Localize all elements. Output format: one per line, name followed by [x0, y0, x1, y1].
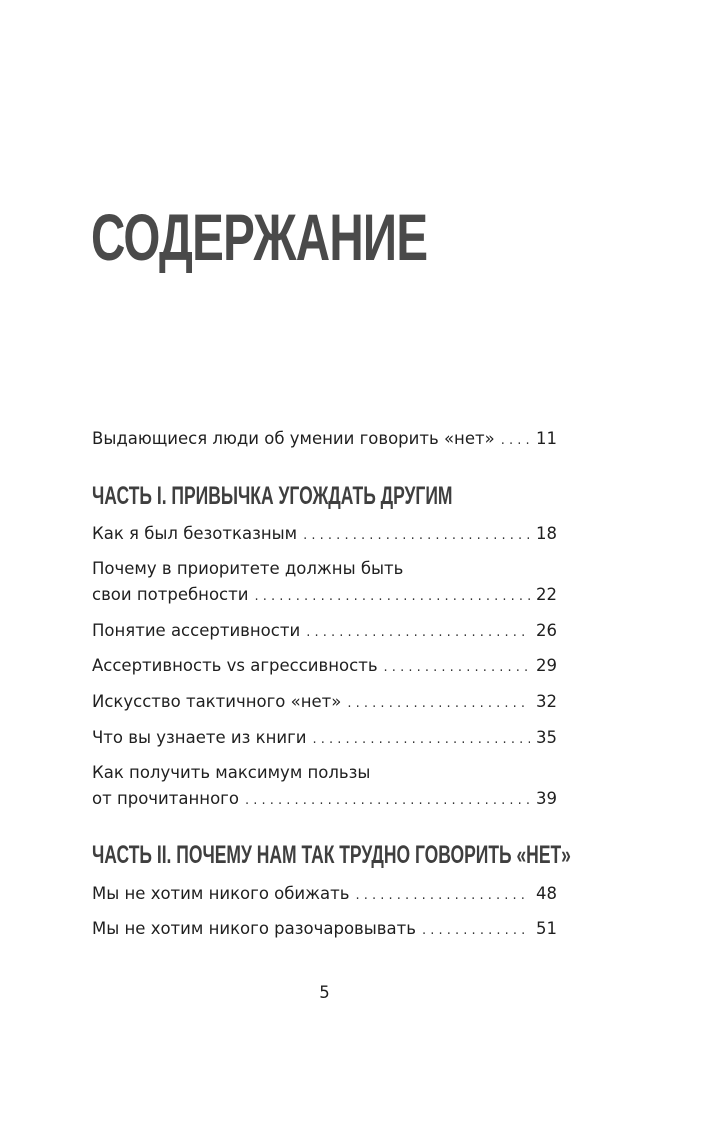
part1-heading: ЧАСТЬ I. ПРИВЫЧКА УГОЖДАТЬ ДРУГИМ: [92, 482, 453, 510]
toc-entry-line: [92, 582, 557, 610]
dot-leader: [501, 428, 530, 454]
toc-entry-line: [92, 426, 557, 454]
toc-entry-title: от прочитанного: [92, 789, 239, 808]
toc-entry-page: 22: [536, 585, 557, 604]
toc-entry-line: [92, 725, 557, 753]
toc-entry-page: 18: [536, 524, 557, 543]
toc-entry[interactable]: [92, 556, 557, 610]
toc-entry-intro[interactable]: [92, 426, 557, 454]
toc-entry[interactable]: [92, 653, 557, 681]
toc-entry-line: [92, 881, 557, 909]
toc-entry-page: 39: [536, 789, 557, 808]
toc-entry[interactable]: [92, 618, 557, 646]
toc-entry-page: 51: [536, 919, 557, 938]
toc-entry-line: [92, 556, 557, 582]
toc-entry-title-line1: Почему в приоритете должны быть: [92, 559, 404, 578]
toc-entry[interactable]: [92, 916, 557, 944]
toc-entry[interactable]: [92, 760, 557, 814]
toc-entry-title: Что вы узнаете из книги: [92, 728, 307, 747]
toc-entry-page: 48: [536, 884, 557, 903]
toc-entry-page: 29: [536, 656, 557, 675]
toc-entry-line: [92, 786, 557, 814]
toc-entry-page: 26: [536, 621, 557, 640]
dot-leader: [245, 788, 530, 814]
dot-leader: [312, 727, 530, 753]
toc-entry-line: [92, 689, 557, 717]
dot-leader: [355, 883, 530, 909]
toc-entry-page: 32: [536, 692, 557, 711]
part2-heading: ЧАСТЬ II. ПОЧЕМУ НАМ ТАК ТРУДНО ГОВОРИТЬ «НЕТ»: [92, 841, 571, 869]
toc-entry-title: свои потребности: [92, 585, 249, 604]
dot-leader: [303, 523, 530, 549]
dot-leader: [306, 620, 530, 646]
toc-entry-title: Как я был безотказным: [92, 524, 298, 543]
toc-entry-title: Выдающиеся люди об умении говорить «нет»: [92, 429, 495, 448]
toc-entry-line: [92, 916, 557, 944]
dot-leader: [254, 584, 530, 610]
toc-entry[interactable]: [92, 881, 557, 909]
dot-leader: [347, 691, 530, 717]
toc-entry-line: [92, 653, 557, 681]
toc-entry-line: [92, 618, 557, 646]
toc-entry-page: 35: [536, 728, 557, 747]
toc-entry-page: 11: [536, 429, 557, 448]
dot-leader: [384, 655, 530, 681]
toc-entry-title: Ассертивность vs агрессивность: [92, 656, 378, 675]
toc-entry-title: Понятие ассертивности: [92, 621, 301, 640]
toc-entry-title: Мы не хотим никого разочаровывать: [92, 919, 416, 938]
toc-entry[interactable]: [92, 725, 557, 753]
dot-leader: [422, 918, 530, 944]
toc-entry-line: [92, 521, 557, 549]
page-title: СОДЕРЖАНИЕ: [91, 200, 428, 274]
toc-entry-title-line1: Как получить максимум пользы: [92, 763, 371, 782]
toc-entry-title: Мы не хотим никого обижать: [92, 884, 350, 903]
page-number: 5: [319, 983, 330, 1002]
toc-entry[interactable]: [92, 521, 557, 549]
toc-entry[interactable]: [92, 689, 557, 717]
toc-entry-line: [92, 760, 557, 786]
toc-entry-title: Искусство тактичного «нет»: [92, 692, 342, 711]
